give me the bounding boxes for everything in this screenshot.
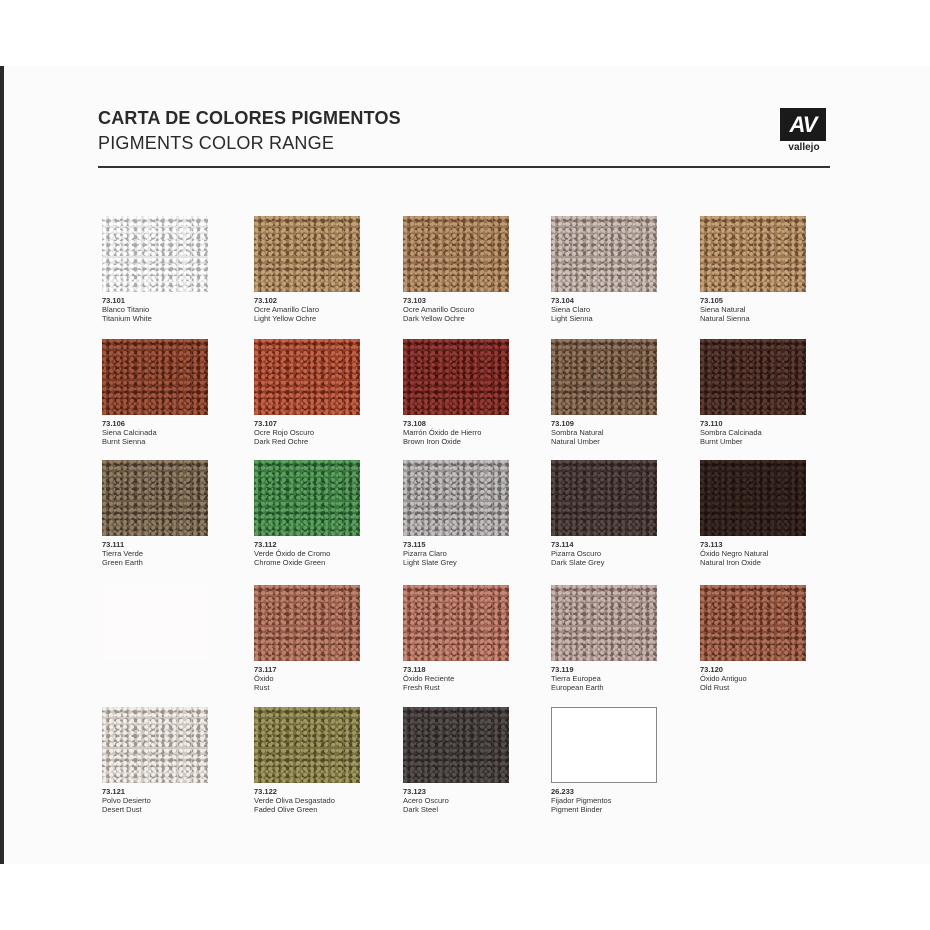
color-swatch: [102, 339, 208, 415]
swatch-name-spanish: Siena Calcinada: [102, 428, 157, 437]
swatch-code: 73.122: [254, 787, 277, 796]
swatch-name-english: Light Slate Grey: [403, 558, 457, 567]
swatch-card: [700, 339, 806, 446]
logo-wordmark: vallejo: [788, 142, 820, 153]
color-swatch: [102, 216, 208, 292]
swatch-code: 73.105: [700, 296, 723, 305]
swatch-code: 73.119: [551, 665, 574, 674]
color-swatch: [403, 707, 509, 783]
swatch-name-english: Dark Steel: [403, 805, 439, 814]
color-swatch: [403, 585, 509, 661]
swatch-name-spanish: Ocre Amarillo Claro: [254, 305, 320, 314]
swatch-name-spanish: Óxido Antiguo: [700, 674, 747, 683]
color-swatch: [102, 585, 208, 661]
color-swatch: [102, 460, 208, 536]
color-swatch: [254, 460, 360, 536]
color-swatch: [700, 585, 806, 661]
color-swatch: [551, 216, 657, 292]
swatch-code: 73.115: [403, 540, 426, 549]
swatch-name-spanish: Acero Oscuro: [403, 796, 449, 805]
swatch-card: [403, 216, 509, 323]
swatch-name-spanish: Blanco Titanio: [102, 305, 150, 314]
swatch-name-english: Dark Slate Grey: [551, 558, 605, 567]
swatch-code: 73.103: [403, 296, 426, 305]
swatch-card: [403, 339, 509, 446]
logo-glyph: AV: [789, 111, 817, 137]
swatch-name-spanish: Tierra Europea: [551, 674, 601, 683]
swatch-name-english: Dark Yellow Ochre: [403, 314, 465, 323]
swatch-code: 73.117: [254, 665, 277, 674]
swatch-name-english: Pigment Binder: [551, 805, 603, 814]
swatch-card: [551, 585, 657, 692]
header-divider: [98, 166, 830, 168]
swatch-name-english: Burnt Umber: [700, 437, 743, 446]
swatch-name-spanish: Siena Claro: [551, 305, 591, 314]
color-swatch: [254, 707, 360, 783]
swatch-card: [700, 460, 806, 567]
color-swatch: [700, 460, 806, 536]
swatch-name-spanish: Polvo Desierto: [102, 796, 151, 805]
chart-title-spanish: CARTA DE COLORES PIGMENTOS: [98, 108, 401, 128]
color-swatch: [551, 460, 657, 536]
swatch-code: 73.101: [102, 296, 125, 305]
swatch-name-spanish: Pizarra Oscuro: [551, 549, 602, 558]
color-swatch: [700, 339, 806, 415]
swatch-name-english: Dark Red Ochre: [254, 437, 309, 446]
swatch-name-spanish: Verde Óxido de Cromo: [254, 549, 331, 558]
swatch-name-spanish: Siena Natural: [700, 305, 746, 314]
color-swatch: [102, 707, 208, 783]
swatch-card: [102, 707, 208, 814]
swatch-code: 73.107: [254, 419, 277, 428]
swatch-name-english: Brown Iron Oxide: [403, 437, 461, 446]
swatch-name-english: Light Sienna: [551, 314, 593, 323]
swatch-card: [403, 707, 509, 814]
swatch-name-english: Rust: [254, 683, 270, 692]
swatch-card: [403, 585, 509, 692]
swatch-name-spanish: Ocre Amarillo Oscuro: [403, 305, 475, 314]
swatch-card: [700, 216, 806, 323]
swatch-card: [254, 707, 360, 814]
swatch-code: 73.113: [700, 540, 723, 549]
swatch-name-english: Chrome Oxide Green: [254, 558, 326, 567]
swatch-card: [700, 585, 806, 692]
swatch-code: 73.118: [403, 665, 426, 674]
swatch-card: [254, 339, 360, 446]
swatch-card: [102, 585, 208, 665]
swatch-name-english: European Earth: [551, 683, 604, 692]
swatch-name-spanish: Ocre Rojo Oscuro: [254, 428, 315, 437]
color-swatch: [700, 216, 806, 292]
swatch-name-spanish: Óxido Negro Natural: [700, 549, 769, 558]
color-swatch: [254, 339, 360, 415]
chart-title-english: PIGMENTS COLOR RANGE: [98, 133, 335, 153]
swatch-card: [403, 460, 509, 567]
swatch-code: 73.109: [551, 419, 574, 428]
swatch-name-english: Green Earth: [102, 558, 143, 567]
swatch-code: 73.120: [700, 665, 723, 674]
swatch-code: 73.102: [254, 296, 277, 305]
swatch-name-spanish: Fijador Pigmentos: [551, 796, 612, 805]
color-swatch: [551, 339, 657, 415]
color-swatch: [403, 339, 509, 415]
color-swatch: [403, 460, 509, 536]
swatch-card: [551, 707, 657, 814]
swatch-name-english: Burnt Sienna: [102, 437, 146, 446]
swatch-code: 73.112: [254, 540, 277, 549]
swatch-code: 73.108: [403, 419, 426, 428]
swatch-code: 73.110: [700, 419, 723, 428]
swatch-card: [551, 339, 657, 446]
swatch-code: 73.121: [102, 787, 125, 796]
swatch-card: [551, 216, 657, 323]
swatch-card: [102, 460, 208, 567]
swatch-card: [254, 585, 360, 692]
swatch-card: [102, 339, 208, 446]
swatch-card: [254, 460, 360, 567]
swatch-name-english: Fresh Rust: [403, 683, 440, 692]
vallejo-logo: [780, 108, 826, 141]
color-swatch: [403, 216, 509, 292]
swatch-code: 73.111: [102, 540, 125, 549]
swatch-name-spanish: Verde Oliva Desgastado: [254, 796, 335, 805]
color-swatch: [551, 585, 657, 661]
swatch-card: [102, 216, 208, 323]
swatch-name-english: Faded Olive Green: [254, 805, 318, 814]
color-swatch: [551, 707, 657, 783]
swatch-card: [254, 216, 360, 323]
swatch-name-spanish: Sombra Natural: [551, 428, 604, 437]
swatch-name-spanish: Tierra Verde: [102, 549, 143, 558]
swatch-name-spanish: Pizarra Claro: [403, 549, 447, 558]
swatch-name-english: Titanium White: [102, 314, 152, 323]
swatch-name-spanish: Marrón Óxido de Hierro: [403, 428, 482, 437]
swatch-name-spanish: Sombra Calcinada: [700, 428, 762, 437]
swatch-name-english: Desert Dust: [102, 805, 142, 814]
swatch-card: [551, 460, 657, 567]
swatch-code: 73.104: [551, 296, 574, 305]
swatch-name-english: Light Yellow Ochre: [254, 314, 317, 323]
swatch-code: 73.106: [102, 419, 125, 428]
swatch-name-english: Natural Umber: [551, 437, 600, 446]
color-swatch: [254, 585, 360, 661]
swatch-code: 73.114: [551, 540, 574, 549]
swatch-name-spanish: Óxido Reciente: [403, 674, 455, 683]
swatch-name-spanish: Óxido: [254, 674, 274, 683]
swatch-name-english: Old Rust: [700, 683, 730, 692]
swatch-name-english: Natural Sienna: [700, 314, 750, 323]
color-swatch: [254, 216, 360, 292]
swatch-code: 73.123: [403, 787, 426, 796]
swatch-code: 26.233: [551, 787, 574, 796]
swatch-name-english: Natural Iron Oxide: [700, 558, 761, 567]
